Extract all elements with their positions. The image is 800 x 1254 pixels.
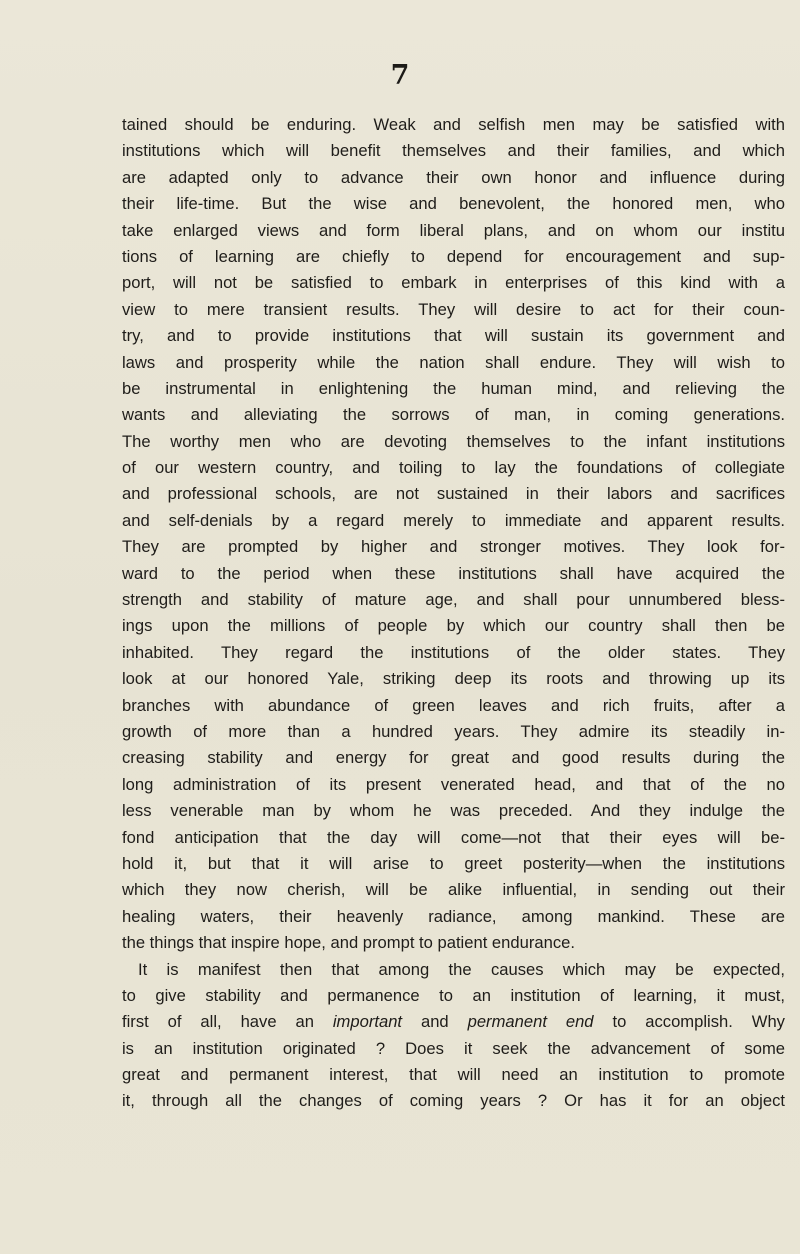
text-line: long administration of its present venerated head, and that of the no xyxy=(122,774,785,794)
text-line: wants and alleviating the sorrows of man, in coming generations. xyxy=(122,405,785,425)
text-line: It is manifest then that among the causes which may be expected, xyxy=(138,959,785,979)
text-line: ings upon the millions of people by which our country shall then be xyxy=(122,616,785,636)
text-line: tions of learning are chiefly to depend for encouragement and sup- xyxy=(122,246,785,266)
text-line: hold it, but that it will arise to greet posterity—when the institutions xyxy=(122,853,785,873)
text-run: to accomplish. Why xyxy=(593,1012,785,1032)
text-line: inhabited. They regard the institutions of the older states. They xyxy=(122,642,785,662)
paragraph-2 xyxy=(122,957,785,1115)
text-line: growth of more than a hundred years. They admire its steadily in- xyxy=(122,721,785,741)
text-run: and xyxy=(402,1012,468,1032)
text-line: the things that inspire hope, and prompt to patient endurance. xyxy=(122,933,575,953)
text-line: of our western country, and toiling to lay the foundations of collegiate xyxy=(122,458,785,478)
text-line: ward to the period when these institutions shall have acquired the xyxy=(122,563,785,583)
text-line: try, and to provide institutions that will sustain its government and xyxy=(122,326,785,346)
text-line: and professional schools, are not sustained in their labors and sacrifices xyxy=(122,484,785,504)
text-line: They are prompted by higher and stronger motives. They look for- xyxy=(122,537,785,557)
text-line: branches with abundance of green leaves and rich fruits, after a xyxy=(122,695,785,715)
text-line: look at our honored Yale, striking deep its roots and throwing up its xyxy=(122,669,785,689)
text-run: first of all, have an xyxy=(122,1012,333,1032)
text-line: to give stability and permanence to an institution of learning, it must, xyxy=(122,985,785,1005)
text-line: laws and prosperity while the nation shall endure. They will wish to xyxy=(122,352,785,372)
text-line: institutions which will benefit themselves and their families, and which xyxy=(122,141,785,161)
text-line: creasing stability and energy for great and good results during the xyxy=(122,748,785,768)
text-line: tained should be enduring. Weak and selfish men may be satisfied with xyxy=(122,115,785,134)
page-number: 7 xyxy=(390,60,410,91)
text-line: port, will not be satisfied to embark in enterprises of this kind with a xyxy=(122,273,785,293)
paragraph-1 xyxy=(122,112,785,957)
text-line: great and permanent interest, that will need an institution to promote xyxy=(122,1065,785,1085)
text-line: and self-denials by a regard merely to immediate and apparent results. xyxy=(122,510,785,530)
text-line: which they now cherish, will be alike influential, in sending out their xyxy=(122,880,785,900)
text-line: it, through all the changes of coming years ? Or has it for an object xyxy=(122,1091,785,1111)
text-line: The worthy men who are devoting themselves to the infant institutions xyxy=(122,431,785,451)
text-line-with-emphasis xyxy=(122,1009,785,1035)
text-line: view to mere transient results. They will desire to act for their coun- xyxy=(122,299,785,319)
text-line: healing waters, their heavenly radiance, among mankind. These are xyxy=(122,906,785,926)
text-line: be instrumental in enlightening the human mind, and relieving the xyxy=(122,378,785,398)
emphasis-important: important xyxy=(332,1012,403,1032)
text-line: are adapted only to advance their own honor and influence during xyxy=(122,167,785,187)
emphasis-permanent-end: permanent end xyxy=(467,1012,594,1032)
text-line: strength and stability of mature age, and shall pour unnumbered bless- xyxy=(122,590,785,610)
text-line: their life-time. But the wise and benevolent, the honored men, who xyxy=(122,194,785,214)
body-text xyxy=(122,112,785,1115)
text-line: is an institution originated ? Does it seek the advancement of some xyxy=(122,1038,785,1058)
text-line: fond anticipation that the day will come—not that their eyes will be- xyxy=(122,827,785,847)
text-line: take enlarged views and form liberal plans, and on whom our institu xyxy=(122,220,785,240)
text-line: less venerable man by whom he was preceded. And they indulge the xyxy=(122,801,785,821)
